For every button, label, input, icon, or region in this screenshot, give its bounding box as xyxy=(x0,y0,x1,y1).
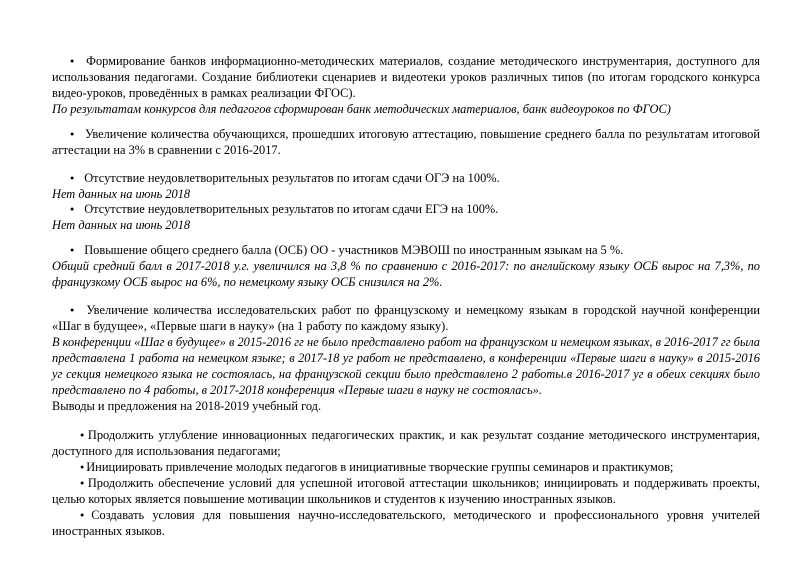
section-attestation xyxy=(52,126,760,158)
proposals-list xyxy=(52,427,760,539)
section-oge xyxy=(52,170,760,202)
section-methodical-banks xyxy=(52,53,760,117)
result-text: Нет данных на июнь 2018 xyxy=(52,218,191,232)
section-research xyxy=(52,302,760,414)
bullet-text: ● Отсутствие неудовлетворительных результатов по итогам сдачи ОГЭ на 100%. xyxy=(52,170,760,186)
bullet-text: ● Повышение общего среднего балла (ОСБ) ОО - участников МЭВОШ по иностранным языкам на 5 %. xyxy=(52,242,760,258)
proposal-item: ● Продолжить углубление инновационных педагогических практик, и как результат создание методического инструментария, доступного для использования педагогами; xyxy=(52,427,760,459)
proposal-item: ● Продолжить обеспечение условий для успешной итоговой аттестации школьников; инициировать и поддерживать проекты, целью которых является повышение мотивации школьников и студентов к изучению иностранных языков. xyxy=(52,475,760,507)
result-text: По результатам конкурсов для педагогов сформирован банк методических материалов, банк видеоуроков по ФГОС) xyxy=(52,102,671,116)
section-mevosh xyxy=(52,242,760,290)
bullet-text: ● Увеличение количества обучающихся, прошедших итоговую аттестацию, повышение среднего балла по результатам итоговой аттестации на 3% в сравнении с 2016-2017. xyxy=(52,126,760,158)
bullet-text: ● Формирование банков информационно-методических материалов, создание методического инструментария, доступного для использования педагогами. Создание библиотеки сценариев и видеотеки уроков различных типов (по итогам городского конкурса видео-уроков, проведённых в рамках реализации ФГОС). xyxy=(52,53,760,101)
result-text: Общий средний балл в 2017-2018 у.г. увеличился на 3,8 % по сравнению с 2016-2017: по английскому языку ОСБ вырос на 7,3%, по французкому ОСБ вырос на 6%, по немецкому языку ОСБ снизился на 2%. xyxy=(52,259,760,289)
result-text: Нет данных на июнь 2018 xyxy=(52,187,191,201)
bullet-text: ● Увеличение количества исследовательских работ по французскому и немецкому языкам в городской научной конференции «Шаг в будущее», «Первые шаги в науку» (на 1 работу по каждому языку). xyxy=(52,302,760,334)
section-ege xyxy=(52,201,760,233)
proposal-item: ● Инициировать привлечение молодых педагогов в инициативные творческие группы семинаров и практикумов; xyxy=(52,459,760,475)
conclusions-heading: Выводы и предложения на 2018-2019 учебный год. xyxy=(52,399,322,413)
result-text: В конференции «Шаг в будущее» в 2015-2016 гг не было представлено работ на французском и немецком языках, в 2016-2017 гг была представлена 1 работа на немецком языке; в 2017-18 уг работ не представлено, в конференции «Первые шаги в науку» в 2015-2016 уг секция немецкого языка не состоялась, на французской секции было представлено 2 работы.в 2016-2017 уг в обеих секциях было представлено по 4 работы, в 2017-2018 конференция «Первые шаги в науку не состоялась». xyxy=(52,335,760,397)
bullet-text: ● Отсутствие неудовлетворительных результатов по итогам сдачи ЕГЭ на 100%. xyxy=(52,201,760,217)
proposal-item: ● Создавать условия для повышения научно-исследовательского, методического и профессионального уровня учителей иностранных языков. xyxy=(52,507,760,539)
